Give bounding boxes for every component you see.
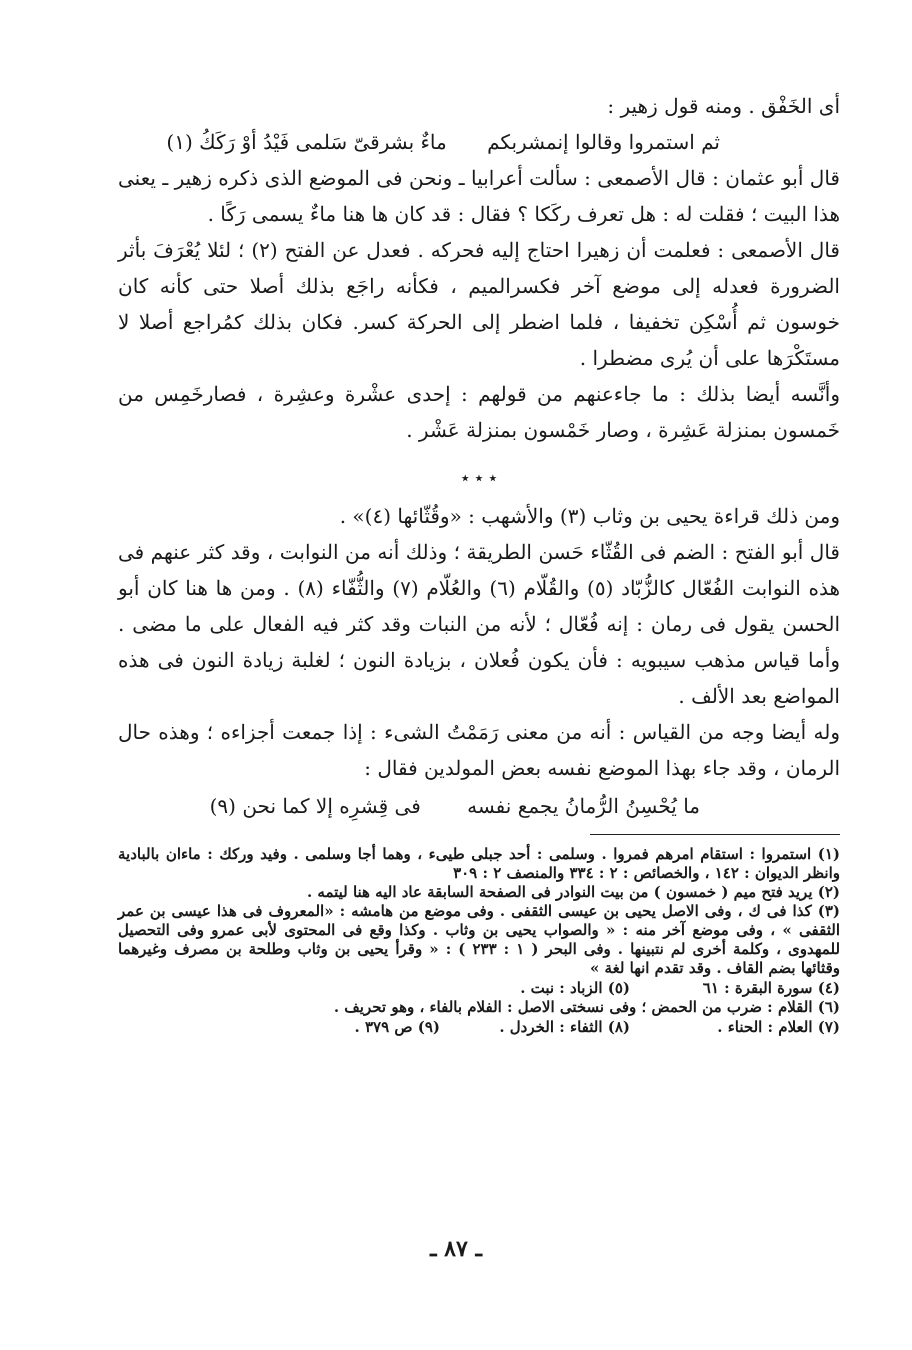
paragraph-asmai: قال الأصمعى : فعلمت أن زهيرا احتاج إليه فحركه . فعدل عن الفتح (٢) ؛ لئلا يُعْرَفَ بأثر الضرورة فعدله إلى موضع آخر فكسرالميم ، فكأنه راجَع بذلك أصلا حتى كأنه كان خوسون ثم أُسْكِن تخفيفا ، فلما اضطر إلى الحركة كسر. فكان بذلك كمُراجع أصلا لا مستَكْرَها على أن يُرى مضطرا . xyxy=(118,238,840,370)
paragraph-abu-uthman: قال أبو عثمان : قال الأصمعى : سألت أعرابيا ـ ونحن فى الموضع الذى ذكره زهير ـ يعنى هذا البيت ؛ فقلت له : هل تعرف ركَكا ؟ فقال : قد كان ها هنا ماءٌ يسمى رَكًا . xyxy=(118,166,840,226)
footnote-row-4-5 xyxy=(118,978,840,998)
verse-second-hemistich: فى قِشرِه إلا كما نحن (٩) xyxy=(209,794,421,818)
verse-second-hemistich: ماءٌ بشرقىّ سَلمى فَيْدُ أوْ رَكَكُ (١) xyxy=(166,130,447,154)
footnotes xyxy=(118,845,840,1037)
footnote-row-7-8-9 xyxy=(118,1017,840,1037)
footnote-3: (٣) كذا فى ك ، وفى الاصل يحيى بن عيسى الثقفى . وفى موضع من هامشه : «المعروف فى هذا عيسى بن عمر الثقفى » ، وفى موضع آخر منه : « والصواب يحيى بن وثاب . وكذا وقع فى المحتوى لأبى عمرو وفى التحصيل للمهدوى ، وكلمة أخرى لم نتبينها . وفى البحر ( ١ : ٢٣٣ ) : « وقرأ يحيى بن وثاب وطلحة بن مصرف وغيرهما وقثائها بضم القاف . وقد تقدم انها لغة » xyxy=(118,902,841,977)
verse-zuhair xyxy=(118,124,840,160)
footnote-1: (١) استمروا : استقام امرهم فمروا . وسلمى : أحد جبلى طيىء ، وهما أجا وسلمى . وفيد وركك : ماءان بالبادية وانظر الديوان : ١٤٢ ، والخصائص : ٢ : ٣٣٤ والمنصف ٢ : ٣٠٩ xyxy=(118,845,840,882)
footnote-4: (٤) سورة البقرة : ٦١ xyxy=(702,979,840,997)
verse-first-hemistich: ما يُحْسِنُ الرُّمانُ يجمع نفسه xyxy=(467,794,700,818)
paragraph-qiyas: وله أيضا وجه من القياس : أنه من معنى رَمَمْتُ الشىء : إذا جمعت أجزاءه ؛ وهذه حال الرمان ، وقد جاء بهذا الموضع نفسه بعض المولدين فقال : xyxy=(118,720,840,780)
paragraph-abu-alfath: قال أبو الفتح : الضم فى القُثّاء حَسن الطريقة ؛ وذلك أنه من النوابت ، وقد كثر عنهم فى هذه النوابت الفُعّال كالزُّبّاد (٥) والقُلّام (٦) والعُلّام (٧) والثُّفّاء (٨) . ومن ها هنا كان أبو الحسن يقول فى رمان : إنه فُعّال ؛ لأنه من النبات وقد كثر فيه الفعال على ما مضى . وأما قياس مذهب سيبويه : فأن يكون فُعلان ، بزيادة النون ؛ لغلبة زيادة النون فى هذه المواضع بعد الألف . xyxy=(118,540,841,708)
verse-first-hemistich: ثم استمروا وقالوا إنمشربكم xyxy=(487,130,720,154)
verse-rumman xyxy=(118,788,840,824)
paragraph-anasahu: وأنَّسه أيضا بذلك : ما جاءعنهم من قولهم : إحدى عشْرة وعشِرة ، فصارخَمِس من خَمسون بمنزلة عَشِرة ، وصار خَمْسون بمنزلة عَشْر . xyxy=(118,382,840,442)
footnote-8: (٨) الثفاء : الخردل . xyxy=(499,1018,630,1036)
footnote-9: (٩) ص ٣٧٩ . xyxy=(354,1018,440,1036)
footnote-5: (٥) الزباد : نبت . xyxy=(520,979,630,997)
footnote-6: (٦) القلام : ضرب من الحمض ؛ وفى نسختى الاصل : الفلام بالفاء ، وهو تحريف . xyxy=(333,998,840,1016)
intro-line: أى الخَفْق . ومنه قول زهير : xyxy=(607,94,840,118)
footnote-divider xyxy=(590,834,840,835)
paragraph-qiraa: ومن ذلك قراءة يحيى بن وثاب (٣) والأشهب : «وقُثّائها (٤)» . xyxy=(339,504,840,528)
document-page xyxy=(118,88,840,1037)
section-separator: ٭ ٭ ٭ xyxy=(460,468,498,487)
footnote-2: (٢) يريد فتح ميم ( خمسون ) من بيت النوادر فى الصفحة السابقة عاد اليه هنا ليتمه . xyxy=(306,883,840,901)
footnote-7: (٧) العلام : الحناء . xyxy=(717,1018,840,1036)
page-number: ـ ٨٧ ـ xyxy=(430,1236,482,1262)
